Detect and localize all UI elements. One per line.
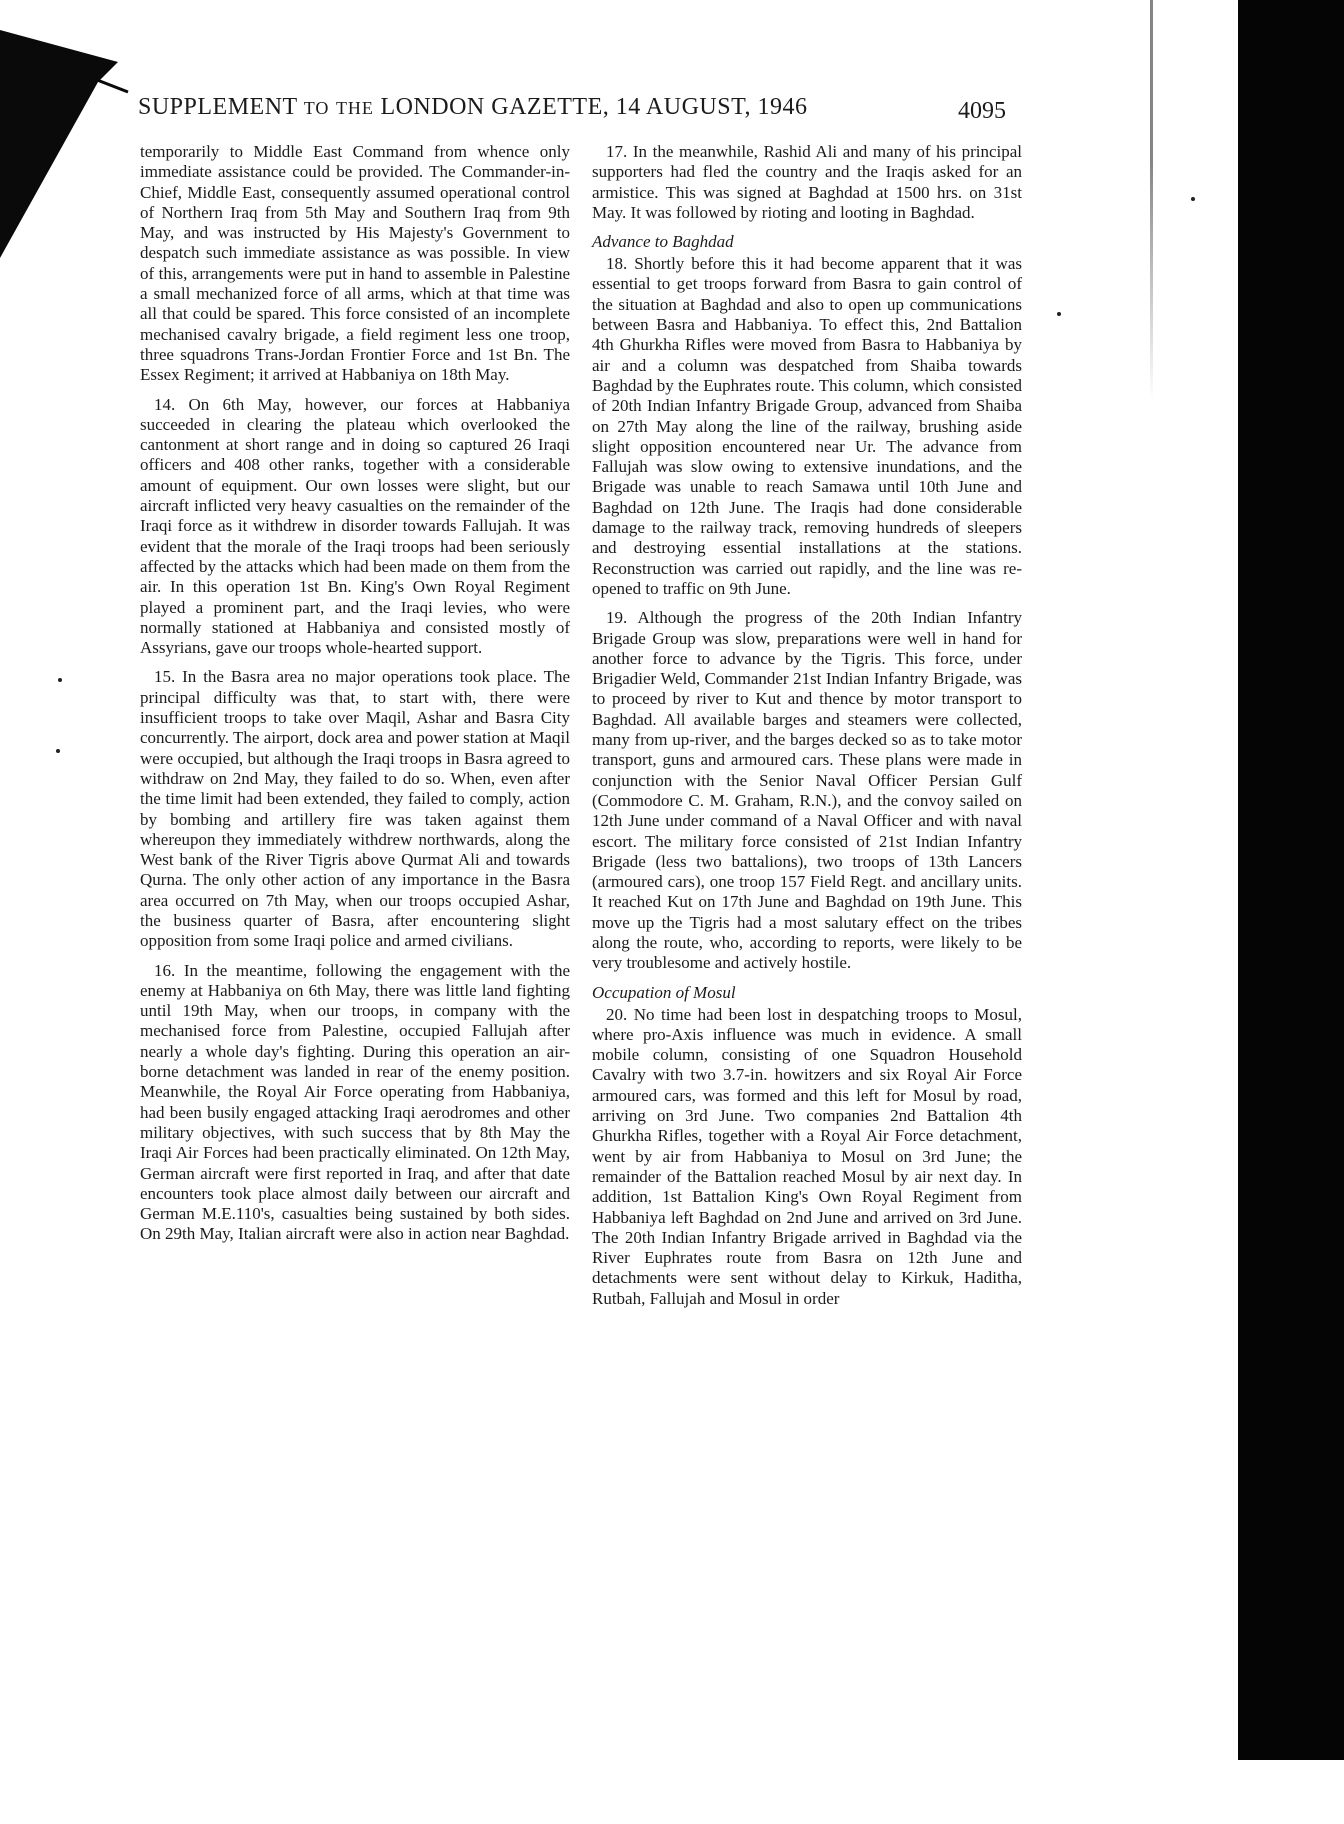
scan-corner-mark: [0, 0, 150, 260]
section-heading-mosul: Occupation of Mosul: [592, 982, 736, 1002]
paragraph-16: 16. In the meantime, following the engagement with the enemy at Habbaniya on 6th May, there was little land fighting until 19th May, when our troops, in company with the mechanised force from Palestine, occupied Fallujah after nearly a whole day's fighting. During this operation an air-borne detachment was landed in rear of the enemy position. Meanwhile, the Royal Air Force operating from Habbaniya, had been busily engaged attacking Iraqi aerodromes and other military objectives, with such success that by 8th May the Iraqi Air Forces had been practically eliminated. On 12th May, German aircraft were first reported in Iraq, and after that date encounters took place almost daily between our aircraft and German M.E.110's, casualties being sustained by both sides. On 29th May, Italian aircraft were also in action near Baghdad.: [140, 960, 570, 1244]
scan-speck: [56, 749, 60, 753]
header-the: THE: [335, 98, 374, 118]
header-supplement: SUPPLEMENT: [138, 94, 298, 120]
paragraph-14: 14. On 6th May, however, our forces at Habbaniya succeeded in clearing the plateau which overlooked the cantonment at short range and in doing so captured 26 Iraqi officers and 408 other ranks, together with a considerable amount of equipment. Our own losses were slight, but our aircraft inflicted very heavy casualties on the remainder of the Iraqi force as it withdrew in disorder towards Fallujah. It was evident that the morale of the Iraqi troops had been seriously affected by the attacks which had been made on them from the air. In this operation 1st Bn. King's Own Royal Regiment played a prominent part, and the Iraqi levies, who were normally stationed at Habbaniya and consisted mostly of Assyrians, gave our troops whole-hearted support.: [140, 394, 570, 658]
left-column: [140, 142, 570, 1254]
paragraph-19: 19. Although the progress of the 20th Indian Infantry Brigade Group was slow, preparations were well in hand for another force to advance by the Tigris. This force, under Brigadier Weld, Commander 21st Indian Infantry Brigade, was to proceed by river to Kut and thence by motor transport to Baghdad. All available barges and steamers were collected, many from up-river, and the barges decked so as to take motor transport, guns and armoured cars. These plans were made in conjunction with the Senior Naval Officer Persian Gulf (Commodore C. M. Graham, R.N.), and the convoy sailed on 12th June under command of a Naval Officer and with naval escort. The military force consisted of 21st Indian Infantry Brigade (less two battalions), two troops of 13th Lancers (armoured cars), one troop 157 Field Regt. and ancillary units. It reached Kut on 17th June and Baghdad on 19th June. This move up the Tigris had a most salutary effect on the tribes along the route, who, according to reports, were likely to be very troublesome and actively hostile.: [592, 608, 1022, 973]
scan-black-border: [1238, 0, 1344, 1760]
paragraph-15: 15. In the Basra area no major operations took place. The principal difficulty was that, to start with, there were insufficient troops to take over Maqil, Ashar and Basra City concurrently. The airport, dock area and power station at Maqil were occupied, but although the Iraqi troops in Basra agreed to withdraw on 2nd May, they failed to do so. When, even after the time limit had been extended, they failed to comply, action by bombing and artillery fire was taken against them whereupon they immediately withdrew northwards, along the West bank of the River Tigris above Qurmat Ali and towards Qurna. The only other action of any importance in the Basra area occurred on 7th May, when our troops occupied Ashar, the business quarter of Basra, after encountering slight opposition from some Iraqi police and armed civilians.: [140, 667, 570, 951]
paragraph-13-continued: temporarily to Middle East Command from whence only immediate assistance could be provided. The Commander-in-Chief, Middle East, consequently assumed operational control of Northern Iraq from 5th May and Southern Iraq from 9th May, and was instructed by His Majesty's Government to despatch such immediate assistance as was possible. In view of this, arrangements were put in hand to assemble in Palestine a small mechanized force of all arms, which at that time was all that could be spared. This force consisted of an incomplete mechanised cavalry brigade, a field regiment less one troop, three squadrons Trans-Jordan Frontier Force and 1st Bn. The Essex Regiment; it arrived at Habbaniya on 18th May.: [140, 142, 570, 385]
paragraph-17: 17. In the meanwhile, Rashid Ali and many of his principal supporters had fled the country and the Iraqis asked for an armistice. This was signed at Baghdad at 1500 hrs. on 31st May. It was followed by rioting and looting in Baghdad.: [592, 142, 1022, 222]
scan-edge-line: [1150, 0, 1153, 400]
header-gazette: LONDON GAZETTE,: [380, 94, 610, 120]
scan-speck: [58, 678, 62, 682]
page-number: 4095: [958, 98, 1006, 124]
right-column: [592, 142, 1022, 1318]
section-heading-advance: Advance to Baghdad: [592, 232, 734, 252]
scan-speck: [1057, 312, 1061, 316]
scan-speck: [1191, 197, 1195, 201]
header-date: 14 AUGUST, 1946: [615, 94, 808, 120]
header-to: TO: [303, 98, 330, 118]
page-header: [138, 94, 1018, 128]
paragraph-20: 20. No time had been lost in despatching troops to Mosul, where pro-Axis influence was much in evidence. A small mobile column, consisting of one Squadron Household Cavalry with two 3.7-in. howitzers and six Royal Air Force armoured cars, was formed and this left for Mosul by road, arriving on 3rd June. Two companies 2nd Battalion 4th Ghurkha Rifles, together with a Royal Air Force detachment, went by air from Habbaniya to Mosul on 3rd June; the remainder of the Battalion reached Mosul by air next day. In addition, 1st Battalion King's Own Royal Regiment from Habbaniya left Baghdad on 2nd June and arrived on 3rd June. The 20th Indian Infantry Brigade arrived in Baghdad via the River Euphrates route from Basra on 12th June and detachments were sent without delay to Kirkuk, Haditha, Rutbah, Fallujah and Mosul in order: [592, 1004, 1022, 1308]
paragraph-18: 18. Shortly before this it had become apparent that it was essential to get troops forward from Basra to gain control of the situation at Baghdad and also to open up communications between Basra and Habbaniya. To effect this, 2nd Battalion 4th Ghurkha Rifles were moved from Basra to Habbaniya by air and a column was despatched from Shaiba towards Baghdad by the Euphrates route. This column, which consisted of 20th Indian Infantry Brigade Group, advanced from Shaiba on 27th May along the line of the railway, brushing aside slight opposition encountered near Ur. The advance from Fallujah was slow owing to extensive inundations, and the Brigade was unable to reach Samawa until 10th June and Baghdad on 12th June. The Iraqis had done considerable damage to the railway track, removing hundreds of sleepers and destroying essential installations at the stations. Reconstruction was carried out rapidly, and the line was re-opened to traffic on 9th June.: [592, 254, 1022, 598]
